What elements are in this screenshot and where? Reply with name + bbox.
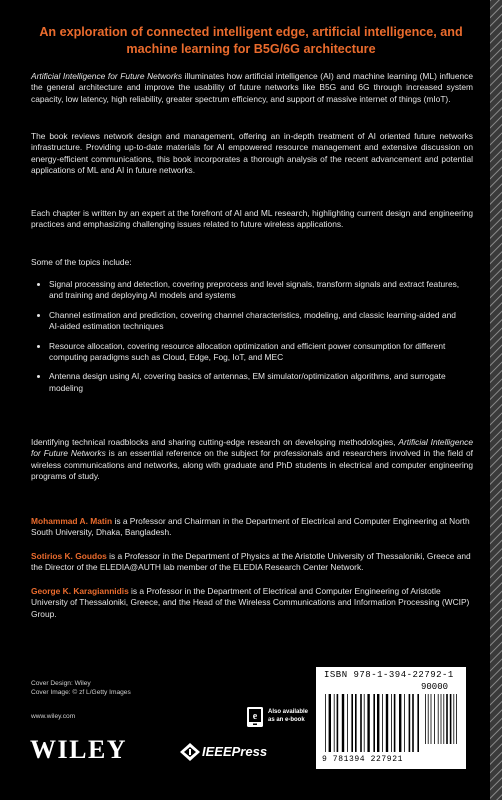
list-item: • Antenna design using AI, covering basics of antennas, EM simulator/optimization algorithms, and surrogate modeling <box>49 371 467 394</box>
barcode-bar <box>409 694 411 752</box>
barcode-bar <box>399 694 401 752</box>
list-item: • Signal processing and detection, covering preprocess and level signals, transform signals and extract features, and training and deploying AI models and systems <box>49 279 467 302</box>
barcode-bar <box>364 694 365 752</box>
price-code: 90000 <box>421 682 449 692</box>
closing-before: Identifying technical roadblocks and sharing cutting-edge research on developing methodologies, <box>31 437 399 447</box>
website-url: www.wiley.com <box>31 713 76 720</box>
barcode-bar <box>412 694 414 752</box>
barcode-addon-image <box>424 694 460 744</box>
barcode-bar <box>450 694 452 744</box>
topics-list <box>33 279 467 402</box>
cover-image-credit: Cover Image: © zf L/Getty Images <box>31 689 131 696</box>
author-text: is a Professor in the Department of Physics at the Aristotle University of Thessaloniki, Greece and the Director of the ELEDIA@AUTH lab member of the ELEDIA Research Center Network. <box>31 551 471 573</box>
paragraph-chapters: Each chapter is written by an expert at the forefront of AI and ML research, highlighting current design and engineering practices and emphasizing challenging issues related to future wireless applications. <box>31 208 473 230</box>
barcode-bar <box>373 694 375 752</box>
author-name: Sotirios K. Goudos <box>31 551 107 561</box>
spine-pattern <box>490 0 502 800</box>
book-title-italic: Artificial Intelligence for Future Networks <box>31 71 183 81</box>
barcode-bar <box>386 694 388 752</box>
author-name: George K. Karagiannidis <box>31 586 129 596</box>
ebook-label <box>268 709 308 724</box>
cover-design-credit: Cover Design: Wiley <box>31 680 91 687</box>
ieee-diamond-icon <box>180 743 200 761</box>
barcode-bar <box>329 694 331 752</box>
ebook-line1: Also available <box>268 709 309 715</box>
barcode-bar <box>342 694 344 752</box>
ebook-badge <box>246 706 312 732</box>
closing-paragraph <box>31 437 473 483</box>
svg-text:e: e <box>252 711 258 722</box>
author-bio <box>31 516 471 539</box>
author-bio <box>31 586 471 620</box>
barcode-bar <box>446 694 448 744</box>
barcode-bar <box>438 694 439 744</box>
barcode-number: 9 781394 227921 <box>322 755 404 764</box>
barcode-bar <box>367 694 369 752</box>
ieee-press-text: IEEEPress <box>202 744 268 759</box>
ebook-icon <box>246 706 264 728</box>
barcode-image <box>324 694 420 752</box>
headline: An exploration of connected intelligent edge, artificial intelligence, and machine learning for B5G/6G architecture <box>39 25 463 56</box>
barcode-bar <box>404 694 405 752</box>
barcode-bar <box>377 694 379 752</box>
list-item: • Resource allocation, covering resource allocation optimization and efficient power consumption for different computing paradigms such as Cloud, Edge, Fog, IoT, and MEC <box>49 341 467 364</box>
barcode-bar <box>391 694 392 752</box>
barcode-bar <box>360 694 362 752</box>
list-item: • Channel estimation and prediction, covering channel characteristics, modeling, and classic learning-aided and AI-aided estimation techniques <box>49 310 467 333</box>
barcode-bar <box>351 694 353 752</box>
author-bio <box>31 551 471 574</box>
barcode-panel <box>316 667 466 769</box>
barcode-bar <box>334 694 335 752</box>
author-name: Mohammad A. Matin <box>31 516 113 526</box>
spine-pattern-graphic <box>490 0 502 800</box>
closing-after: is an essential reference on the subject for professionals and researchers involved in the field of wireless communications and networks, along with graduate and PhD students in electrical and computer engineering programs of study. <box>31 448 473 482</box>
author-text: is a Professor in the Department of Electrical and Computer Engineering of Aristotle University of Thessaloniki, Greece, and the Head of the Wireless Communications and Information Processing (WCIP) Group. <box>31 586 470 619</box>
paragraph-design: The book reviews network design and management, offering an in-depth treatment of AI oriented future networks infrastructure. Providing up-to-date materials for AI empowered resource management and extensive discussion on energy-efficient communications, this book incorporates a thorough analysis of the recent advancement and potential applications of ML and AI in future networks. <box>31 131 473 176</box>
barcode-bar <box>337 694 339 752</box>
cover-credits <box>31 679 131 697</box>
barcode-bar <box>425 694 426 744</box>
barcode-bar <box>325 694 326 752</box>
barcode-bar <box>431 694 432 744</box>
intro-text: illuminates how artificial intelligence (AI) and machine learning (ML) influence the general architecture and improve the usability of future networks like B5G and 6G through increased system capacity, low latency, high reliability, greater spectrum efficiency, and support of massive internet of things (mIoT). <box>31 71 473 104</box>
barcode-bar <box>355 694 357 752</box>
topics-intro: Some of the topics include: <box>31 257 132 267</box>
barcode-bar <box>417 694 419 752</box>
ebook-line2: as an e-book <box>268 716 305 723</box>
barcode-bar <box>453 694 454 744</box>
barcode-bar <box>428 694 429 744</box>
barcode-bar <box>456 694 457 744</box>
barcode-bar <box>382 694 383 752</box>
barcode-bar <box>347 694 348 752</box>
ieee-press-logo <box>180 742 295 762</box>
book-title-italic: Artificial Intelligence for Future Networks <box>31 437 473 459</box>
isbn-text: ISBN 978-1-394-22792-1 <box>324 670 454 680</box>
barcode-bar <box>443 694 444 744</box>
publisher-logo: WILEY <box>30 735 128 764</box>
barcode-bar <box>441 694 442 744</box>
author-text: is a Professor and Chairman in the Department of Electrical and Computer Engineering at North South University, Dhaka, Bangladesh. <box>31 516 470 538</box>
barcode-bar <box>394 694 396 752</box>
intro-paragraph <box>31 71 473 105</box>
barcode-bar <box>434 694 435 744</box>
